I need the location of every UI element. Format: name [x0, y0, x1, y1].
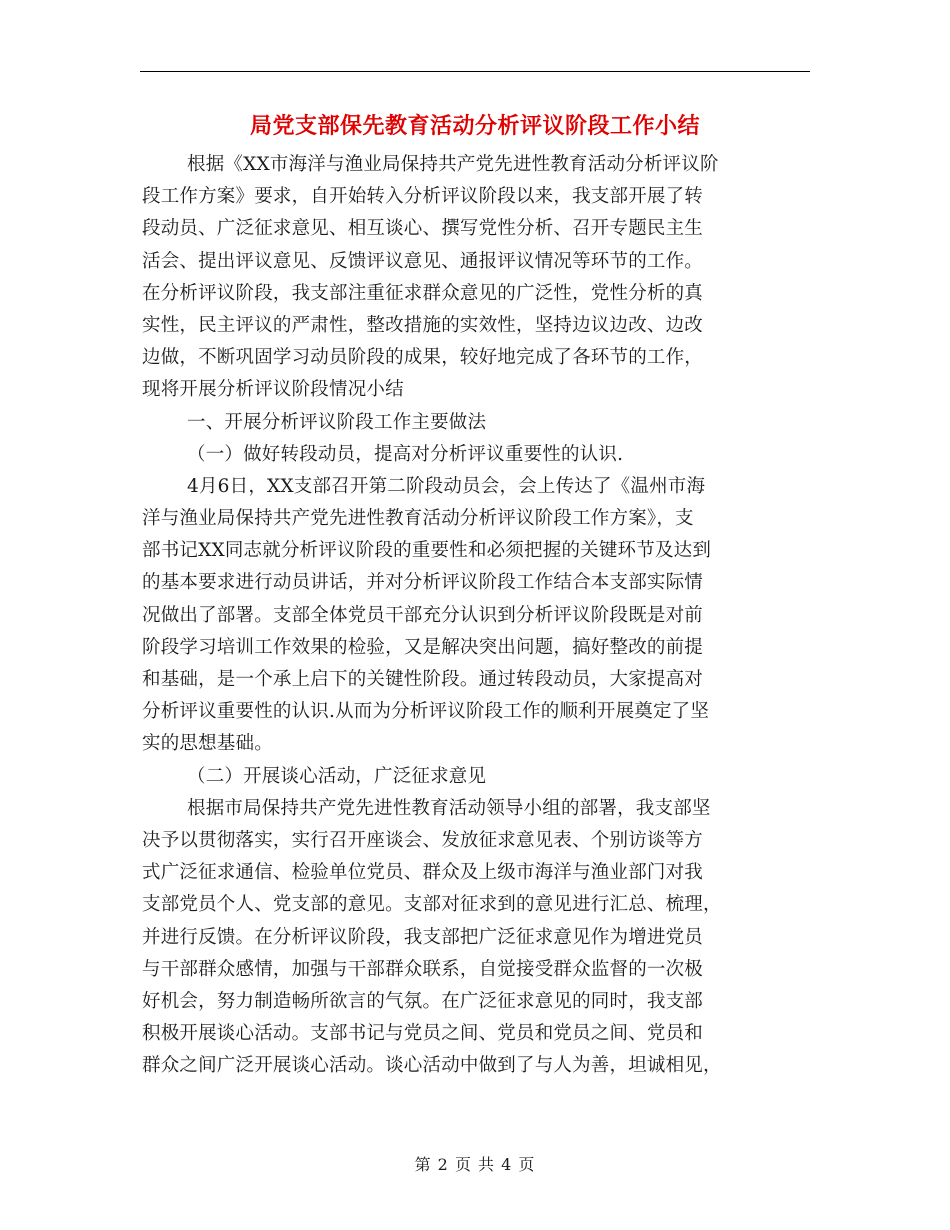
paragraph-line: 在分析评议阶段，我支部注重征求群众意见的广泛性，党性分析的真 — [142, 282, 704, 304]
paragraph-line: 和基础，是一个承上启下的关键性阶段。通过转段动员，大家提高对 — [142, 669, 704, 690]
paragraph-line: 群众之间广泛开展谈心活动。谈心活动中做到了与人为善，坦诚相见， — [142, 1055, 722, 1077]
subsection-heading: （二）开展谈心活动，广泛征求意见 — [187, 765, 487, 787]
paragraph-line: 阶段学习培训工作效果的检验，又是解决突出问题，搞好整改的前提 — [142, 636, 704, 658]
paragraph-line: 现将开展分析评议阶段情况小结 — [142, 379, 404, 401]
section-heading: 一、开展分析评议阶段工作主要做法 — [187, 411, 487, 433]
paragraph-line: 式广泛征求通信、检验单位党员、群众及上级市海洋与渔业部门对我 — [142, 862, 704, 884]
paragraph-line: 好机会，努力制造畅所欲言的气氛。在广泛征求意见的同时，我支部 — [142, 990, 704, 1012]
paragraph-line: 段动员、广泛征求意见、相互谈心、撰写党性分析、召开专题民主生 — [142, 218, 704, 240]
paragraph-line: 根据市局保持共产党先进性教育活动领导小组的部署，我支部坚 — [187, 797, 711, 819]
paragraph-line: 4月6日，XX支部召开第二阶段动员会，会上传达了《温州市海 — [187, 475, 706, 497]
paragraph-line: 活会、提出评议意见、反馈评议意见、通报评议情况等环节的工作。 — [142, 250, 704, 272]
paragraph-line: 分析评议重要性的认识.从而为分析评议阶段工作的顺利开展奠定了坚 — [142, 701, 710, 723]
subsection-heading: （一）做好转段动员，提高对分析评议重要性的认识. — [187, 443, 624, 465]
paragraph-line: 并进行反馈。在分析评议阶段，我支部把广泛征求意见作为增进党员 — [142, 926, 704, 948]
paragraph-line: 决予以贯彻落实，实行召开座谈会、发放征求意见表、个别访谈等方 — [142, 829, 704, 851]
paragraph-line: 段工作方案》要求，自开始转入分析评议阶段以来，我支部开展了转 — [142, 186, 704, 208]
paragraph-line: 部书记XX同志就分析评议阶段的重要性和必须把握的关键环节及达到 — [142, 540, 712, 562]
page-footer: 第 2 页 共 4 页 — [414, 1155, 536, 1174]
paragraph-line: 积极开展谈心活动。支部书记与党员之间、党员和党员之间、党员和 — [142, 1023, 704, 1045]
paragraph-line: 实性，民主评议的严肃性，整改措施的实效性，坚持边议边改、边改 — [142, 314, 704, 336]
paragraph-line: 实的思想基础。 — [142, 733, 273, 755]
header-rule — [140, 71, 810, 72]
paragraph-line: 根据《XX市海洋与渔业局保持共产党先进性教育活动分析评议阶 — [187, 154, 719, 175]
paragraph-line: 洋与渔业局保持共产党先进性教育活动分析评议阶段工作方案》，支 — [142, 508, 694, 530]
paragraph-line: 边做，不断巩固学习动员阶段的成果，较好地完成了各环节的工作， — [142, 347, 704, 369]
paragraph-line: 支部党员个人、党支部的意见。支部对征求到的意见进行汇总、梳理， — [142, 894, 722, 916]
paragraph-line: 况做出了部署。支部全体党员干部充分认识到分析评议阶段既是对前 — [142, 604, 704, 626]
document-body — [142, 149, 812, 1082]
paragraph-line: 与干部群众感情，加强与干部群众联系，自觉接受群众监督的一次极 — [142, 958, 704, 980]
document-title: 局党支部保先教育活动分析评议阶段工作小结 — [249, 114, 700, 139]
paragraph-line: 的基本要求进行动员讲话，并对分析评议阶段工作结合本支部实际情 — [142, 572, 704, 594]
